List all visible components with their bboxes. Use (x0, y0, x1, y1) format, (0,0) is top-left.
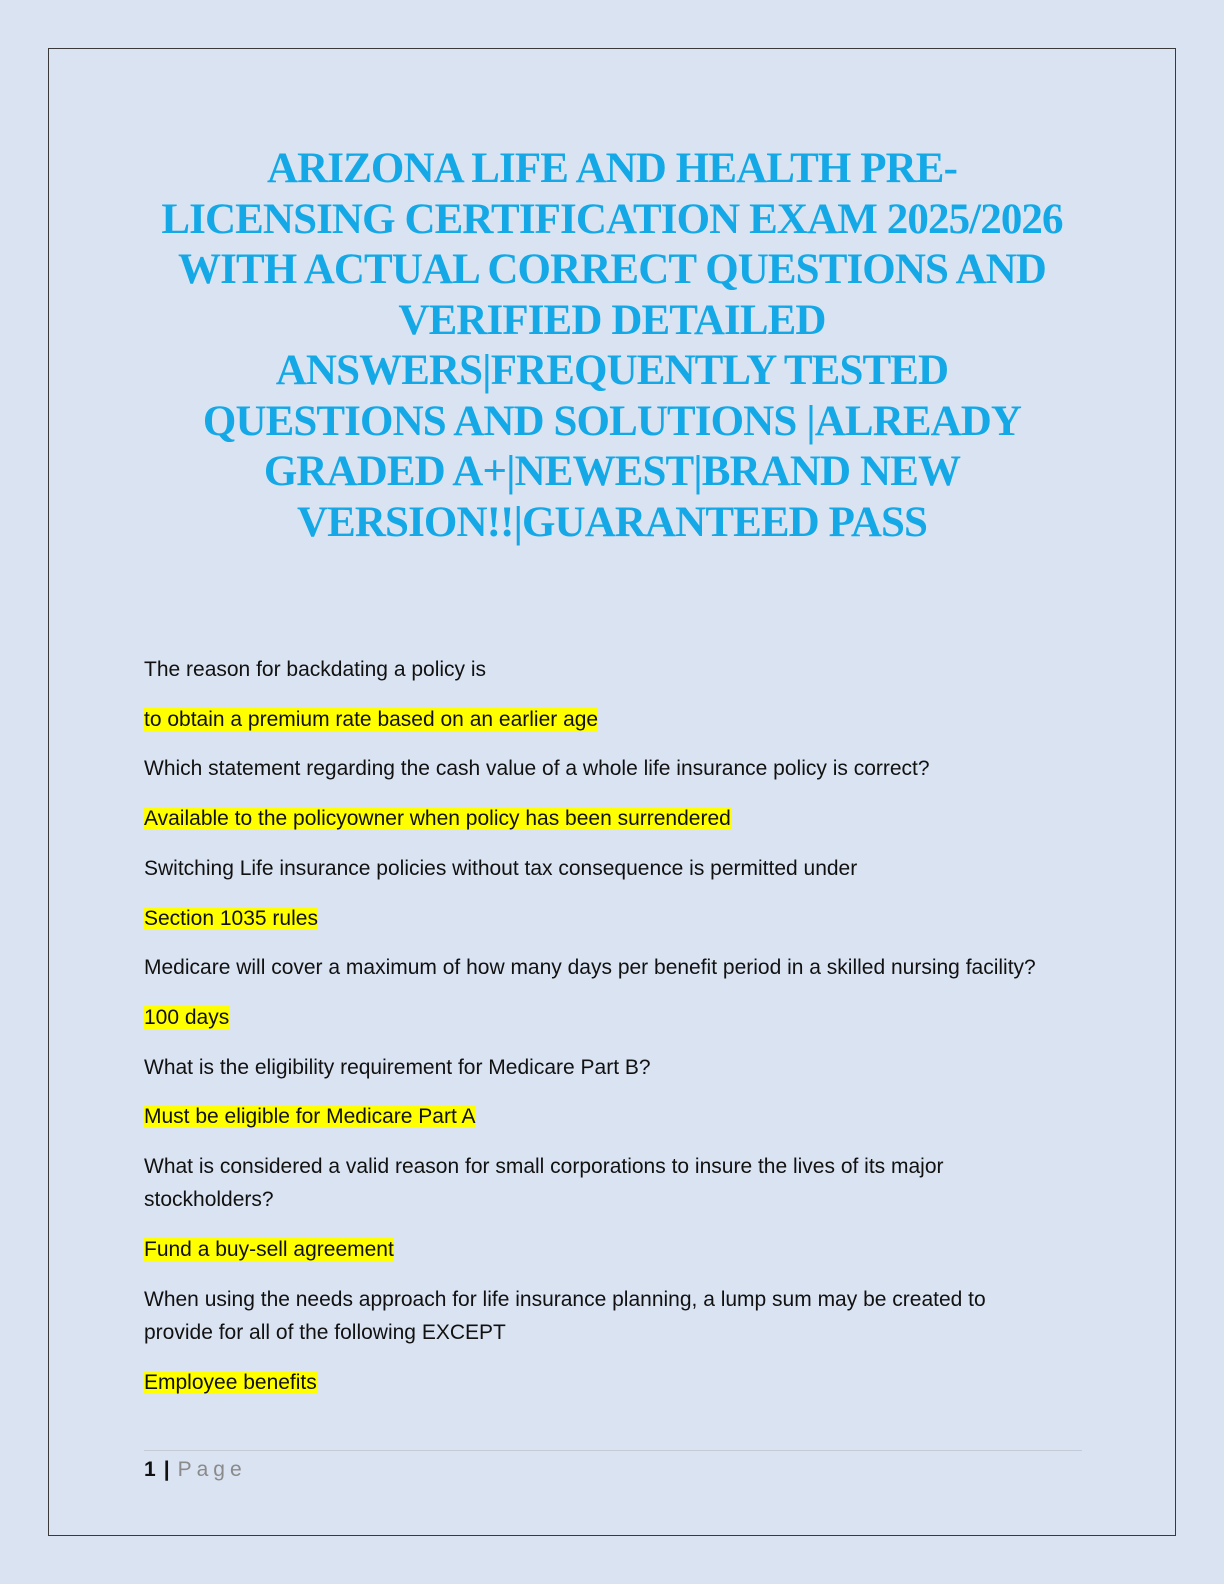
answer (144, 1366, 1044, 1399)
answer-highlight: to obtain a premium rate based on an earlier age (144, 707, 599, 731)
answer (144, 703, 1044, 736)
answer-highlight: Section 1035 rules (144, 906, 318, 930)
title-line: QUESTIONS AND SOLUTIONS |ALREADY (202, 397, 1022, 445)
title-line: VERIFIED DETAILED (398, 296, 826, 344)
question: What is the eligibility requirement for Medicare Part B? (144, 1055, 651, 1079)
title-line: VERSION!!|GUARANTEED PASS (296, 498, 928, 546)
answer-highlight: Available to the policyowner when policy has been surrendered (144, 807, 731, 831)
question: Medicare will cover a maximum of how many days per benefit period in a skilled nursing facility? (144, 956, 1036, 980)
title-line: LICENSING CERTIFICATION EXAM 2025/2026 (161, 195, 1063, 243)
question: What is considered a valid reason for small corporations to insure the lives of its major stockholders? (144, 1155, 944, 1212)
answer-highlight: Employee benefits (144, 1370, 317, 1394)
title-line: GRADED A+|NEWEST|BRAND NEW (263, 448, 961, 495)
question: The reason for backdating a policy is (144, 658, 487, 681)
title-line: ANSWERS|FREQUENTLY TESTED (275, 347, 949, 394)
answer (144, 1233, 1044, 1266)
page-label: Page (177, 1458, 247, 1481)
answer (144, 1100, 1044, 1133)
qa-list (144, 653, 1044, 1416)
question: Switching Life insurance policies without tax consequence is permitted under (144, 856, 858, 880)
footer-separator: | (163, 1458, 170, 1481)
answer-highlight: Must be eligible for Medicare Part A (144, 1105, 476, 1129)
answer (144, 1001, 1044, 1034)
answer (144, 802, 1044, 835)
document-title (130, 144, 1094, 548)
page-footer (144, 1455, 247, 1485)
footer-divider (144, 1450, 1082, 1451)
answer-highlight: Fund a buy-sell agreement (144, 1238, 394, 1262)
title-line: ARIZONA LIFE AND HEALTH PRE- (266, 145, 957, 192)
question: When using the needs approach for life insurance planning, a lump sum may be created to provide for all of the following EXCEPT (144, 1287, 986, 1345)
answer (144, 902, 1044, 935)
question: Which statement regarding the cash value of a whole life insurance policy is correct? (144, 757, 930, 781)
page-number: 1 (144, 1458, 156, 1481)
title-line: WITH ACTUAL CORRECT QUESTIONS AND (178, 246, 1046, 293)
answer-highlight: 100 days (144, 1005, 230, 1029)
